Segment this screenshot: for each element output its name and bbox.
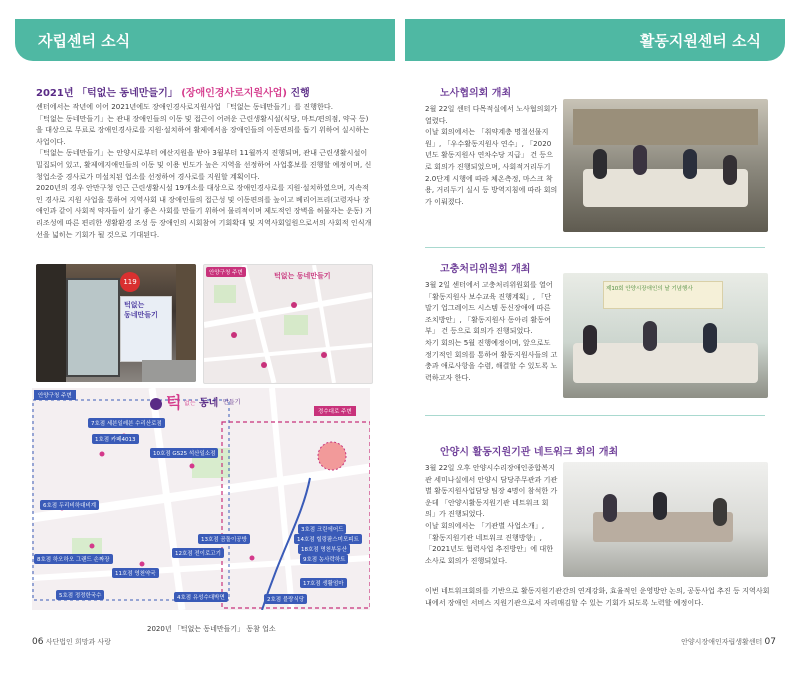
store-tag: 13호점 곰돌이공방 xyxy=(198,534,250,544)
ramp-sign-line: 턱없는 xyxy=(124,301,145,309)
map-area-right: 경수대로 주변 xyxy=(314,406,356,416)
store-tag: 4호점 유성수대박면 xyxy=(174,592,228,602)
article-title-prefix: 2021년 「턱없는 동네만들기」 xyxy=(36,88,178,99)
network-meeting-photo xyxy=(563,462,768,577)
section-paragraph: 3월 2일 센터에서 고충처리위원회를 열어 「활동지원사 보수교육 진행계획」, 「단말기 업그레이드 시스템 동신장애에 따른 조치방안」, 「활동지원사 동아리 활동여부」 건 등으로 회의가 진행되었다. xyxy=(425,280,553,336)
store-tag: 3호점 크린에어드 xyxy=(298,524,346,534)
store-tag: 18호점 명천부동산 xyxy=(298,544,350,554)
store-tag: 1호점 카페4013 xyxy=(92,434,139,444)
article-title-highlight: (장애인경사로지원사업) xyxy=(181,88,287,99)
storefront-photo xyxy=(36,264,196,382)
left-footer xyxy=(32,637,111,647)
store-tag: 2호점 블랑식당 xyxy=(264,594,307,604)
store-tag: 12호점 전이로고기 xyxy=(172,548,224,558)
article-paragraph: 2020년의 경우 안만구청 인근 근린생활시설 19개소를 대상으로 장애인경사로를 지원·설치하였으며, 지속적인 경사로 지원 사업을 통하여 지역사회 내 장애인들의 접근성 및 이동편의를 높이고 베리어프리(고령자나 장애인과 같이 사회적 약자들이 살기 좋은 사회를 만들기 위하여 물리적이며 제도적인 장벽을 허물자는 운동) 거리조성에 따른 편리한 생활환경 조성 등 장애인의 시회참여 기회확대 및 지역사회일원으로서의 사회적 인식개선을 넓히는 기회가 될 것으로 기대된다. xyxy=(36,183,372,239)
section-divider xyxy=(425,415,765,416)
store-tag: 5호점 정정한국수 xyxy=(56,590,104,600)
left-page-number: 06 xyxy=(32,637,44,647)
section-divider xyxy=(425,247,765,248)
map-logo-rest: 동네 xyxy=(199,398,219,409)
grievance-committee-photo xyxy=(563,273,768,398)
section-body xyxy=(425,279,558,383)
small-map-logo: 턱없는 동네만들기 xyxy=(274,272,331,280)
left-header-band xyxy=(15,19,395,61)
section-title: 안양시 활동지원기관 네트워크 회의 개최 xyxy=(440,447,619,458)
ramp-sign-line: 동네만들기 xyxy=(124,311,158,319)
map-area-left: 안양구청 주변 xyxy=(34,390,76,400)
section-body xyxy=(425,462,558,566)
section-paragraph: 2월 22일 센터 다목적실에서 노사협의회가 열렸다. xyxy=(425,104,558,125)
store-tag: 6호점 두리비하대비계 xyxy=(40,500,99,510)
store-tag: 9호점 농사락하트 xyxy=(300,554,348,564)
article-title xyxy=(36,84,310,99)
map-caption: 2020년 「턱없는 동네만들기」 동참 업소 xyxy=(147,625,276,633)
store-tag: 14호점 힐링팜스미모피트 xyxy=(294,534,362,544)
section-paragraph: 이번 네트워크회의를 기반으로 활동지원기관간의 연계강화, 효율적인 운영방안 논의, 공동사업 추진 등 지역사회내에서 장애인 서비스 지원기관으로서 자리매김할 수 있는 기회가 되도록 노력할 예정이다. xyxy=(425,586,770,607)
right-page-number: 07 xyxy=(764,637,776,647)
store-tag: 17호점 생활엄마 xyxy=(300,578,347,588)
store-tag: 8호점 하오하오 그랜드 손짜장 xyxy=(34,554,113,564)
section-body xyxy=(425,103,558,207)
right-page-title: 활동지원센터 소식 xyxy=(639,32,761,50)
section-title: 고충처리위원회 개최 xyxy=(440,264,531,275)
article-body xyxy=(36,101,372,240)
section-paragraph: 이날 회의에서는 「취약계층 명절선물지원」, 「우수활동지원사 연수」, 「2020년도 활동지원사 연차수당 지급」 건 등으로 회의가 진행되었으며, 사회적거리두기 2.0단계 시행에 따라 체온측정, 마스크 착용, 거리두기 실시 등 방역지침에 따라 회의가 이뤄졌다. xyxy=(425,127,558,206)
small-map xyxy=(203,264,373,384)
section-paragraph: 이날 회의에서는 「기관별 사업소개」, 「활동지원기관 네트워크 진행방향」, 「2021년도 협력사업 추진방안」에 대한 소사로 회의가 진행되었다. xyxy=(425,520,554,565)
section-paragraph: 3월 22일 오후 안양시수리장애인종합복지관 세미나실에서 안양시 담당주무관과 기관별 활동지원사업담당 팀장 4명이 참석한 가운데 「안양시활동지원기관 네트워크 회의」가 진행되었다. xyxy=(425,463,558,519)
store-tag: 11호점 영천약국 xyxy=(112,568,159,578)
map-logo-small: 없는 xyxy=(184,400,196,407)
ramp-sign xyxy=(120,296,172,362)
article-paragraph: 「턱없는 동네만들기」는 관내 장애인들의 이동 및 접근이 어려운 근린생활시설(식당, 마트/편의점, 약국 등)을 대상으로 무료로 장애인경사로를 지원·설치하여 활제에서음 장애인들의 이동편의를 돕기 위하여 실시하는 사업이다. xyxy=(36,113,370,146)
left-footer-text: 사단법인 희망과 사랑 xyxy=(45,638,111,646)
ramp-store-map xyxy=(32,388,370,610)
article-title-suffix: 진행 xyxy=(286,88,310,99)
right-header-band xyxy=(405,19,785,61)
right-footer xyxy=(681,637,776,647)
article-paragraph: 「턱없는 동네만들기」는 안양시로부터 예산지원을 받아 3월부터 11월까지 진행되며, 관내 근린생활시설이 밀집되어 있고, 활제에지애인들의 이동 및 이용 빈도가 높은 지역을 선정하여 사업홍보를 진행할 예정이며, 신청업소중 경사로가 미설치된 업소를 선정하여 경사로를 지원할 계획이다. xyxy=(36,148,372,181)
store-sign-number: 119 xyxy=(120,272,140,292)
small-map-tag: 안양구청 주변 xyxy=(206,267,246,277)
wheelchair-icon xyxy=(150,398,162,410)
labor-council-photo xyxy=(563,99,768,232)
store-tag: 10호점 GS25 석산일소점 xyxy=(150,448,218,458)
map-logo-big: 턱 xyxy=(166,393,182,412)
store-tag: 7호점 세븐일레븐 수리산로점 xyxy=(88,418,165,428)
map-logo-tail: 만들기 xyxy=(223,399,241,406)
event-poster: 제10회 안양시장애인의 날 기념행사 xyxy=(603,281,723,309)
section-title: 노사협의회 개최 xyxy=(440,88,512,99)
left-page-title: 자립센터 소식 xyxy=(38,32,131,50)
article-paragraph: 센터에서는 작년에 이어 2021년에도 장애인경사로지원사업 「턱없는 동네만들기」를 진행한다. xyxy=(36,102,333,111)
section-body-wide xyxy=(425,585,770,608)
right-footer-text: 안양시장애인자립생활센터 xyxy=(681,638,763,646)
section-paragraph: 차기 회의는 5월 진행예정이며, 앞으로도 정기적인 회의를 통하여 활동지원사들의 고충과 애로사항을 수렴, 해결할 수 있도록 노력하고자 한다. xyxy=(425,337,558,382)
